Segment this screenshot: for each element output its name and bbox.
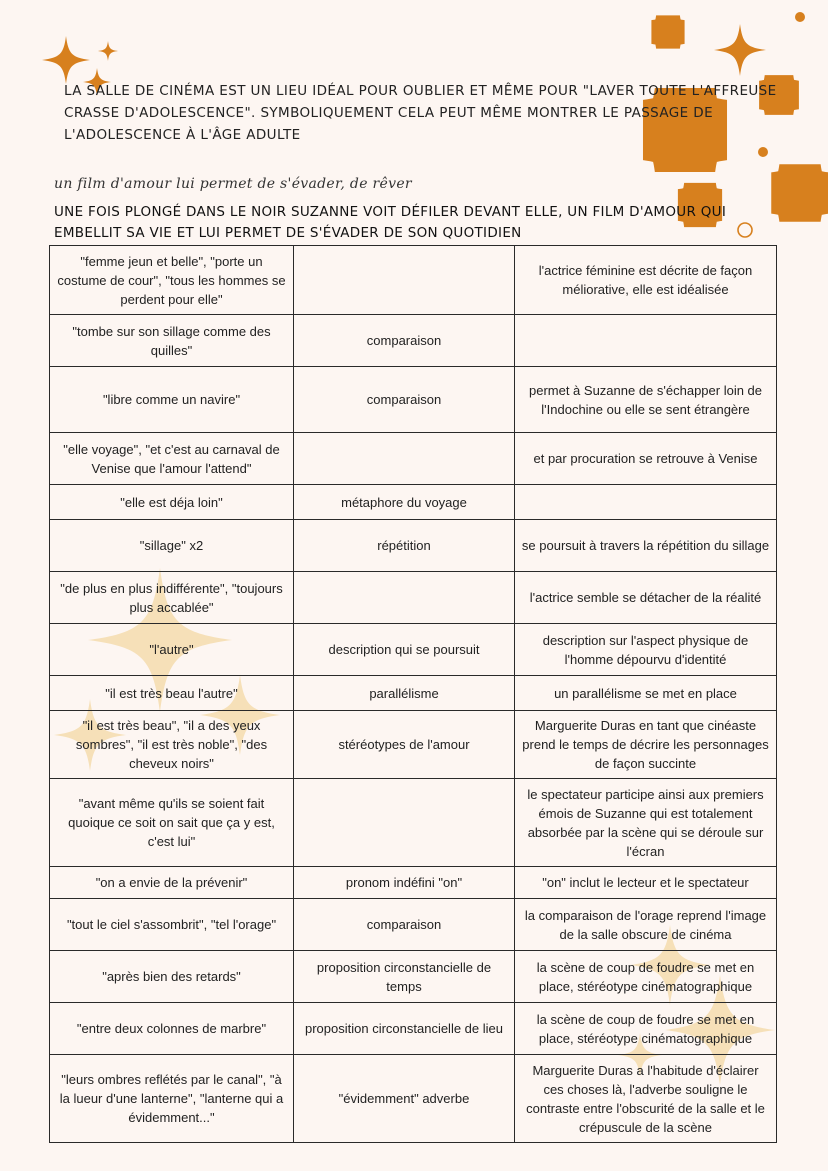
analysis-table bbox=[49, 245, 777, 1143]
interpretation-cell bbox=[515, 315, 777, 367]
table-row bbox=[50, 867, 777, 899]
citation-cell: "femme jeun et belle", "porte un costume de cour", "tous les hommes se perdent pour elle" bbox=[50, 246, 294, 315]
procede-cell: comparaison bbox=[294, 315, 515, 367]
procede-cell: pronom indéfini "on" bbox=[294, 867, 515, 899]
procede-cell: description qui se poursuit bbox=[294, 624, 515, 676]
interpretation-cell: description sur l'aspect physique de l'homme dépourvu d'identité bbox=[515, 624, 777, 676]
citation-cell: "on a envie de la prévenir" bbox=[50, 867, 294, 899]
table-row bbox=[50, 1055, 777, 1143]
table-row bbox=[50, 1003, 777, 1055]
table-row bbox=[50, 485, 777, 520]
interpretation-cell: permet à Suzanne de s'échapper loin de l'Indochine ou elle se sent étrangère bbox=[515, 367, 777, 433]
table-row bbox=[50, 433, 777, 485]
table-row bbox=[50, 779, 777, 867]
table-row bbox=[50, 624, 777, 676]
interpretation-cell: la comparaison de l'orage reprend l'image de la salle obscure de cinéma bbox=[515, 899, 777, 951]
citation-cell: "de plus en plus indifférente", "toujours plus accablée" bbox=[50, 572, 294, 624]
table-row bbox=[50, 246, 777, 315]
handwritten-note: un film d'amour lui permet de s'évader, de rêver bbox=[54, 176, 412, 192]
interpretation-cell: le spectateur participe ainsi aux premiers émois de Suzanne qui est totalement absorbée par la scène qui se déroule sur l'écran bbox=[515, 779, 777, 867]
procede-cell: comparaison bbox=[294, 899, 515, 951]
citation-cell: "leurs ombres reflétés par le canal", "à la lueur d'une lanterne", "lanterne qui a évidemment..." bbox=[50, 1055, 294, 1143]
interpretation-cell: l'actrice féminine est décrite de façon méliorative, elle est idéalisée bbox=[515, 246, 777, 315]
citation-cell: "il est très beau", "il a des yeux sombres", "il est très noble", "des cheveux noirs" bbox=[50, 711, 294, 779]
citation-cell: "entre deux colonnes de marbre" bbox=[50, 1003, 294, 1055]
table-row bbox=[50, 572, 777, 624]
citation-cell: "il est très beau l'autre" bbox=[50, 676, 294, 711]
interpretation-cell: Marguerite Duras en tant que cinéaste prend le temps de décrire les personnages de façon succinte bbox=[515, 711, 777, 779]
citation-cell: "après bien des retards" bbox=[50, 951, 294, 1003]
citation-cell: "elle voyage", "et c'est au carnaval de Venise que l'amour l'attend" bbox=[50, 433, 294, 485]
procede-cell bbox=[294, 572, 515, 624]
interpretation-cell: Marguerite Duras a l'habitude d'éclairer ces choses là, l'adverbe souligne le contraste entre l'obscurité de la salle et le crépuscule de la scène bbox=[515, 1055, 777, 1143]
interpretation-cell bbox=[515, 485, 777, 520]
table-row bbox=[50, 711, 777, 779]
table-row bbox=[50, 676, 777, 711]
procede-cell: proposition circonstancielle de temps bbox=[294, 951, 515, 1003]
procede-cell bbox=[294, 433, 515, 485]
procede-cell: "évidemment" adverbe bbox=[294, 1055, 515, 1143]
citation-cell: "tout le ciel s'assombrit", "tel l'orage" bbox=[50, 899, 294, 951]
table-row bbox=[50, 951, 777, 1003]
procede-cell bbox=[294, 246, 515, 315]
section-subtitle: UNE FOIS PLONGÉ DANS LE NOIR SUZANNE VOIT DÉFILER DEVANT ELLE, UN FILM D'AMOUR QUI EMBELLIT SA VIE ET LUI PERMET DE S'ÉVADER DE SON QUOTIDIEN bbox=[54, 204, 727, 241]
procede-cell: comparaison bbox=[294, 367, 515, 433]
star-icon bbox=[98, 41, 118, 61]
interpretation-cell: se poursuit à travers la répétition du sillage bbox=[515, 520, 777, 572]
dot-icon bbox=[795, 12, 805, 22]
table-row bbox=[50, 520, 777, 572]
procede-cell: stéréotypes de l'amour bbox=[294, 711, 515, 779]
interpretation-cell: la scène de coup de foudre se met en place, stéréotype cinématographique bbox=[515, 1003, 777, 1055]
procede-cell: parallélisme bbox=[294, 676, 515, 711]
interpretation-cell: un parallélisme se met en place bbox=[515, 676, 777, 711]
table-row bbox=[50, 315, 777, 367]
star-icon bbox=[42, 36, 90, 84]
citation-cell: "sillage" x2 bbox=[50, 520, 294, 572]
table-row bbox=[50, 899, 777, 951]
citation-cell: "avant même qu'ils se soient fait quoique ce soit on sait que ça y est, c'est lui" bbox=[50, 779, 294, 867]
outline-star-icon bbox=[653, 17, 683, 47]
citation-cell: "libre comme un navire" bbox=[50, 367, 294, 433]
citation-cell: "l'autre" bbox=[50, 624, 294, 676]
analysis-table-wrapper bbox=[49, 245, 777, 1143]
citation-cell: "elle est déja loin" bbox=[50, 485, 294, 520]
procede-cell bbox=[294, 779, 515, 867]
interpretation-cell: l'actrice semble se détacher de la réalité bbox=[515, 572, 777, 624]
interpretation-cell: la scène de coup de foudre se met en place, stéréotype cinématographique bbox=[515, 951, 777, 1003]
table-row bbox=[50, 367, 777, 433]
interpretation-cell: "on" inclut le lecteur et le spectateur bbox=[515, 867, 777, 899]
intro-paragraph: LA SALLE DE CINÉMA EST UN LIEU IDÉAL POUR OUBLIER ET MÊME POUR "LAVER TOUTE L'AFFREUSE CRASSE D'ADOLESCENCE". SYMBOLIQUEMENT CELA PEUT MÊME MONTRER LE PASSAGE DE L'ADOLESCENCE À L'ÂGE ADULTE bbox=[64, 83, 777, 143]
interpretation-cell: et par procuration se retrouve à Venise bbox=[515, 433, 777, 485]
procede-cell: proposition circonstancielle de lieu bbox=[294, 1003, 515, 1055]
dot-icon bbox=[758, 147, 768, 157]
procede-cell: répétition bbox=[294, 520, 515, 572]
citation-cell: "tombe sur son sillage comme des quilles" bbox=[50, 315, 294, 367]
star-icon bbox=[714, 24, 766, 76]
procede-cell: métaphore du voyage bbox=[294, 485, 515, 520]
